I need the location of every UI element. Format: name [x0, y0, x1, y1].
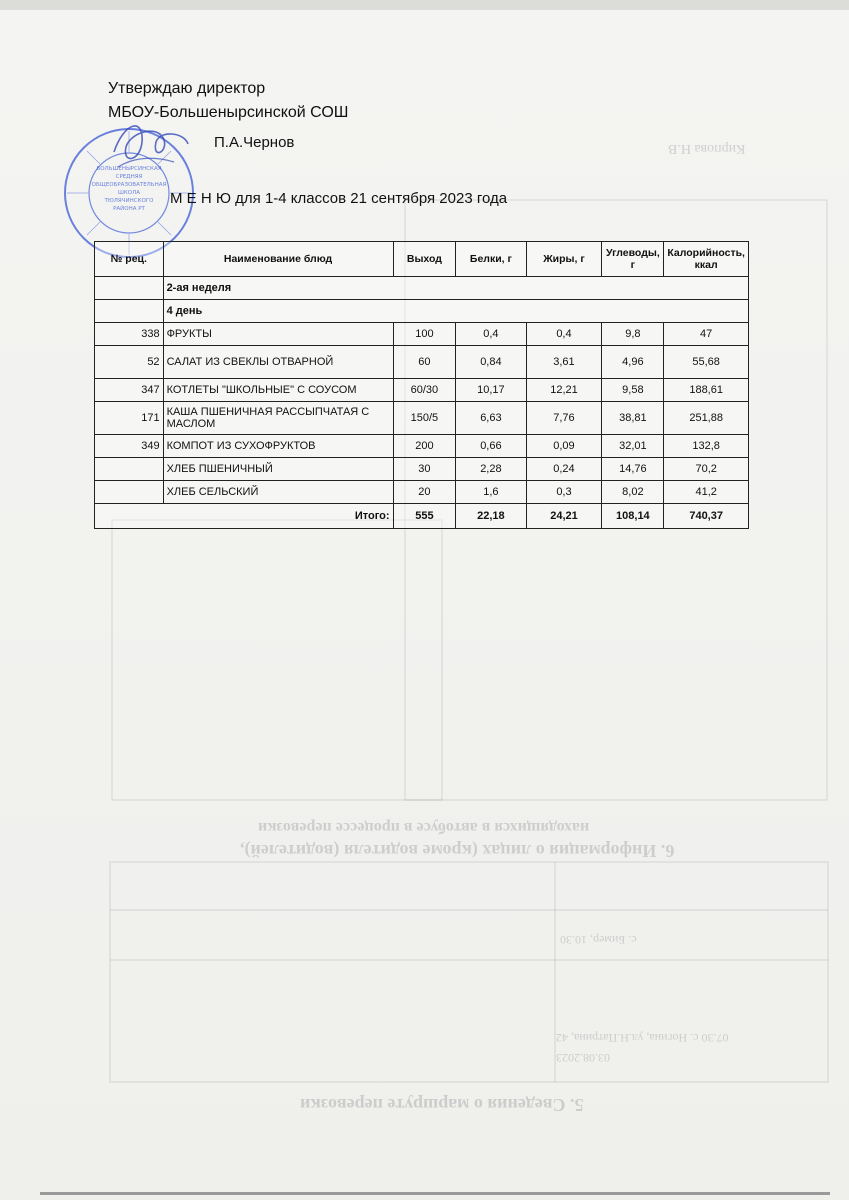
recipe-number: [95, 481, 164, 504]
svg-text:СРЕДНЯЯ: СРЕДНЯЯ: [115, 174, 143, 180]
recipe-number: 347: [95, 379, 164, 402]
table-row: [95, 402, 749, 435]
total-row: [95, 504, 749, 529]
total-portion: 555: [393, 504, 456, 529]
fat: 0,24: [526, 458, 602, 481]
col-header: Углеводы, г: [602, 242, 664, 277]
scan-bottom-edge: [40, 1192, 830, 1195]
calories: 251,88: [664, 402, 749, 435]
calories: 70,2: [664, 458, 749, 481]
ghost-item-date: 03.08.2023: [556, 1051, 610, 1065]
week-label: 2-ая неделя: [163, 277, 748, 300]
empty-cell: [95, 277, 164, 300]
recipe-number: 338: [95, 323, 164, 346]
week-row: [95, 277, 749, 300]
carbs: 8,02: [602, 481, 664, 504]
menu-table: [94, 241, 749, 529]
portion: 30: [393, 458, 456, 481]
recipe-number: [95, 458, 164, 481]
calories: 188,61: [664, 379, 749, 402]
protein: 0,66: [456, 435, 526, 458]
calories: 41,2: [664, 481, 749, 504]
table-row: [95, 458, 749, 481]
ghost-item-addr: 07.30 с. Ногина, ул.Н.Патрина, 42: [556, 1031, 729, 1045]
portion: 20: [393, 481, 456, 504]
protein: 6,63: [456, 402, 526, 435]
approval-heading: Утверждаю директор: [108, 80, 266, 97]
svg-text:ШКОЛА: ШКОЛА: [117, 190, 141, 196]
svg-text:БОЛЬШЕНЫРСИНСКАЯ: БОЛЬШЕНЫРСИНСКАЯ: [96, 166, 162, 172]
empty-cell: [95, 300, 164, 323]
table-header-row: [95, 242, 749, 277]
col-header: Жиры, г: [526, 242, 602, 277]
svg-text:РАЙОНА РТ: РАЙОНА РТ: [113, 206, 145, 212]
col-header: Выход: [393, 242, 456, 277]
dish-name: ХЛЕБ СЕЛЬСКИЙ: [163, 481, 393, 504]
day-row: [95, 300, 749, 323]
svg-text:ОБЩЕОБРАЗОВАТЕЛЬНАЯ: ОБЩЕОБРАЗОВАТЕЛЬНАЯ: [91, 182, 167, 188]
dish-name: САЛАТ ИЗ СВЕКЛЫ ОТВАРНОЙ: [163, 346, 393, 379]
col-header: Калорийность, ккал: [664, 242, 749, 277]
carbs: 14,76: [602, 458, 664, 481]
scan-top-edge: [0, 0, 849, 10]
carbs: 32,01: [602, 435, 664, 458]
day-label: 4 день: [163, 300, 748, 323]
calories: 47: [664, 323, 749, 346]
dish-name: ХЛЕБ ПШЕНИЧНЫЙ: [163, 458, 393, 481]
total-carbs: 108,14: [602, 504, 664, 529]
ghost-section6b: находящихся в автобусе в процессе перевозки: [258, 819, 590, 836]
total-label: Итого:: [95, 504, 394, 529]
col-header: Белки, г: [456, 242, 526, 277]
portion: 60/30: [393, 379, 456, 402]
director-name: П.А.Чернов: [214, 134, 295, 151]
ghost-section6: 6. Информация о лицах (кроме водителя (водителей),: [240, 841, 675, 861]
ghost-item-time: с. Бимер, 10.30: [560, 933, 637, 947]
dish-name: ФРУКТЫ: [163, 323, 393, 346]
col-header: № рец.: [95, 242, 164, 277]
recipe-number: 349: [95, 435, 164, 458]
fat: 0,3: [526, 481, 602, 504]
protein: 0,84: [456, 346, 526, 379]
ghost-top-right: Кирпова Н.В: [668, 141, 746, 156]
svg-text:ТЮЛЯЧИНСКОГО: ТЮЛЯЧИНСКОГО: [104, 198, 154, 204]
protein: 1,6: [456, 481, 526, 504]
fat: 0,09: [526, 435, 602, 458]
total-fat: 24,21: [526, 504, 602, 529]
director-signature: [104, 112, 194, 182]
col-header: Наименование блюд: [163, 242, 393, 277]
fat: 0,4: [526, 323, 602, 346]
total-calories: 740,37: [664, 504, 749, 529]
protein: 0,4: [456, 323, 526, 346]
table-row: [95, 379, 749, 402]
calories: 132,8: [664, 435, 749, 458]
school-name: МБОУ-Большенырсинской СОШ: [108, 104, 349, 121]
protein: 2,28: [456, 458, 526, 481]
portion: 100: [393, 323, 456, 346]
table-row: [95, 481, 749, 504]
ghost-section5: 5. Сведения о маршруте перевозки: [300, 1095, 584, 1115]
protein: 10,17: [456, 379, 526, 402]
carbs: 9,58: [602, 379, 664, 402]
table-row: [95, 323, 749, 346]
portion: 150/5: [393, 402, 456, 435]
carbs: 9,8: [602, 323, 664, 346]
menu-title: М Е Н Ю для 1-4 классов 21 сентября 2023 года: [170, 190, 508, 207]
fat: 3,61: [526, 346, 602, 379]
dish-name: КАША ПШЕНИЧНАЯ РАССЫПЧАТАЯ С МАСЛОМ: [163, 402, 393, 435]
carbs: 4,96: [602, 346, 664, 379]
dish-name: КОМПОТ ИЗ СУХОФРУКТОВ: [163, 435, 393, 458]
calories: 55,68: [664, 346, 749, 379]
carbs: 38,81: [602, 402, 664, 435]
portion: 60: [393, 346, 456, 379]
table-row: [95, 435, 749, 458]
fat: 12,21: [526, 379, 602, 402]
table-row: [95, 346, 749, 379]
dish-name: КОТЛЕТЫ "ШКОЛЬНЫЕ" С СОУСОМ: [163, 379, 393, 402]
recipe-number: 171: [95, 402, 164, 435]
total-protein: 22,18: [456, 504, 526, 529]
portion: 200: [393, 435, 456, 458]
fat: 7,76: [526, 402, 602, 435]
recipe-number: 52: [95, 346, 164, 379]
